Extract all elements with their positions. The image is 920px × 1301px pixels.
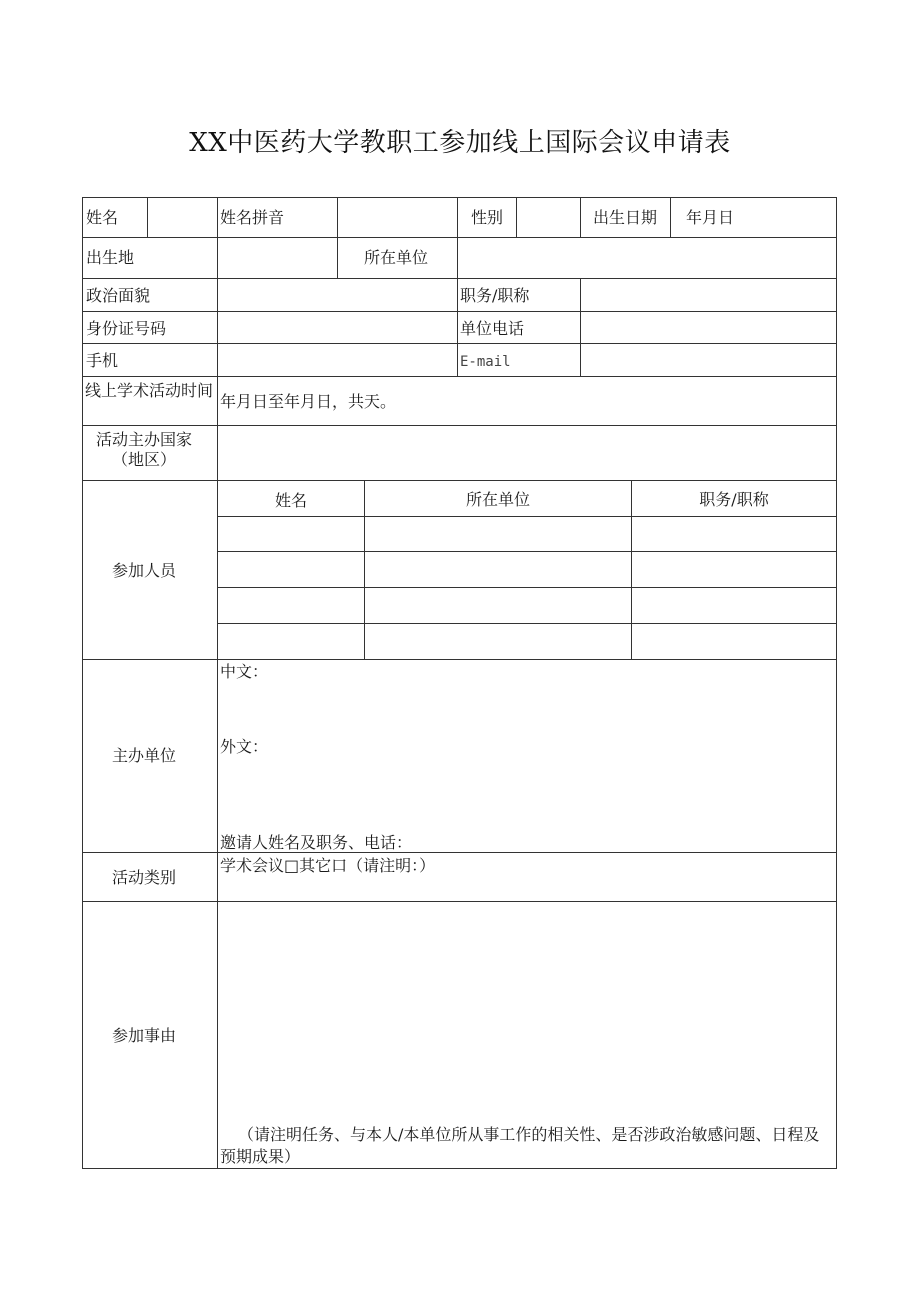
- birthdate-label: 出生日期: [593, 208, 658, 227]
- activity-time-value: 年月日至年月日，共天。: [220, 392, 397, 411]
- page-title: XX中医药大学教职工参加线上国际会议申请表: [189, 128, 731, 158]
- col-divider: [337, 197, 338, 278]
- email-label: E-mail: [460, 354, 511, 370]
- position-label: 职务/职称: [460, 286, 530, 305]
- participant-row-divider: [217, 587, 837, 588]
- host-country-label: 活动主办国家（地区）: [95, 430, 192, 469]
- participants-header-position: 职务/职称: [699, 490, 769, 509]
- participants-header-name: 姓名: [274, 491, 307, 510]
- row-divider: [82, 659, 837, 660]
- table-border-bottom: [82, 1168, 837, 1169]
- participant-row-divider: [217, 551, 837, 552]
- row-divider: [82, 480, 837, 481]
- row-divider: [82, 901, 837, 902]
- label-column-divider: [217, 237, 218, 1169]
- row-divider: [82, 278, 837, 279]
- birthdate-value: 年月日: [686, 208, 735, 227]
- inviter-label: 邀请人姓名及职务、电话：: [220, 833, 413, 852]
- row-divider: [82, 425, 837, 426]
- activity-type-value: 学术会议□其它口（请注明：）: [220, 856, 436, 875]
- political-status-label: 政治面貌: [86, 286, 151, 305]
- participants-label: 参加人员: [112, 561, 177, 580]
- name-label: 姓名: [86, 208, 119, 227]
- row-divider: [82, 237, 837, 238]
- activity-type-label: 活动类别: [112, 868, 177, 887]
- activity-time-label: 线上学术活动时间: [85, 381, 214, 400]
- birthplace-label: 出生地: [86, 248, 135, 267]
- col-divider: [457, 237, 458, 278]
- col-divider: [580, 197, 581, 238]
- participants-header-unit: 所在单位: [465, 490, 530, 509]
- row-divider: [82, 852, 837, 853]
- col-divider: [457, 278, 458, 376]
- col-divider: [580, 278, 581, 376]
- unit-phone-label: 单位电话: [460, 319, 525, 338]
- col-divider: [457, 197, 458, 238]
- col-divider: [670, 197, 671, 238]
- id-number-label: 身份证号码: [86, 319, 167, 338]
- unit-label: 所在单位: [364, 248, 429, 267]
- reason-label: 参加事由: [112, 1026, 177, 1045]
- table-border-top: [82, 197, 837, 198]
- row-divider: [82, 311, 837, 312]
- col-divider: [147, 197, 148, 238]
- host-org-chinese-label: 中文：: [220, 662, 269, 681]
- col-divider: [217, 197, 218, 238]
- row-divider: [82, 376, 837, 377]
- gender-label: 性别: [471, 208, 504, 227]
- host-org-foreign-label: 外文：: [220, 737, 269, 756]
- row-divider: [82, 343, 837, 344]
- participant-row-divider: [217, 623, 837, 624]
- participant-row-divider: [217, 516, 837, 517]
- pinyin-label: 姓名拼音: [220, 208, 285, 227]
- reason-note: （请注明任务、与本人/本单位所从事工作的相关性、是否涉政治敏感问题、日程及预期成果）: [220, 1125, 820, 1166]
- mobile-label: 手机: [86, 351, 119, 370]
- col-divider: [516, 197, 517, 238]
- host-org-label: 主办单位: [112, 746, 177, 765]
